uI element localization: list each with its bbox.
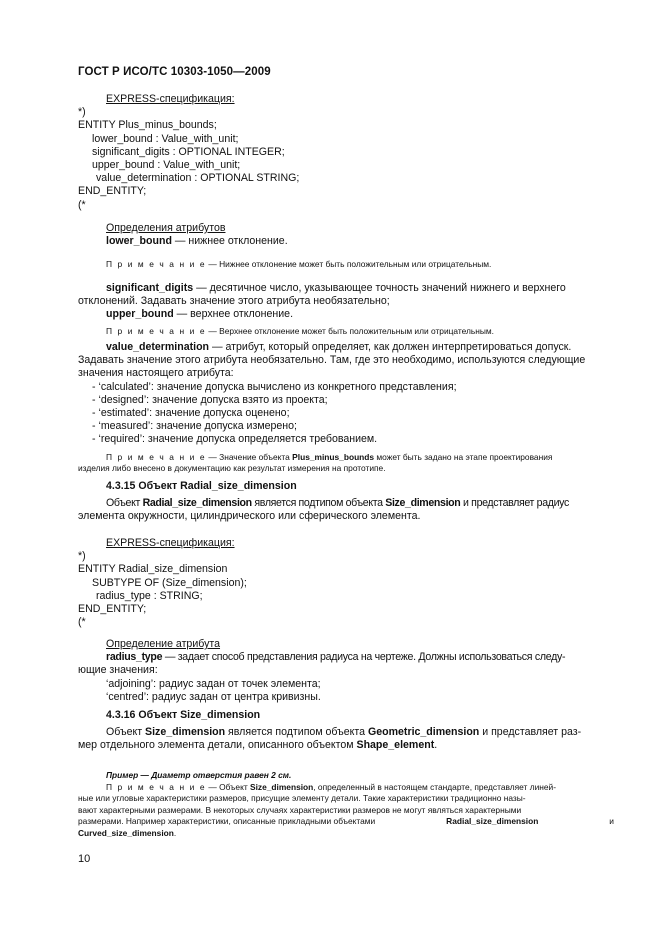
attribute-definitions: [78, 222, 614, 248]
term: Shape_element: [356, 739, 435, 752]
code-line: ENTITY Radial_size_dimension: [78, 563, 228, 576]
vd-line3: значения настоящего атрибута:: [78, 367, 234, 380]
section-paragraph: [78, 497, 614, 510]
section-paragraph: [78, 726, 614, 739]
paragraph-text: .: [434, 739, 438, 752]
code-line: END_ENTITY;: [78, 603, 147, 616]
paragraph-text: является подтипом объекта: [225, 726, 368, 739]
page-number: 10: [78, 853, 91, 865]
code-line: radius_type : STRING;: [96, 589, 203, 602]
paragraph-text: и представляет раз-: [479, 726, 582, 739]
paragraph-text: является подтипом объекта: [251, 497, 386, 510]
code-line: ENTITY Plus_minus_bounds;: [78, 119, 217, 132]
sig-line1: [78, 282, 614, 295]
note-line4: [78, 816, 614, 827]
term: Radial_size_dimension: [142, 497, 252, 510]
definition-upper-bound: [78, 308, 614, 321]
note-line2: ные или угловые характеристики размеров, присущие элементу детали. Такие характеристики традиционно назы-: [78, 793, 526, 804]
term: Size_dimension: [145, 726, 226, 739]
definition-text: — атрибут, который определяет, как должен интерпретироваться допуск.: [209, 341, 572, 353]
definition-text: — верхнее отклонение.: [173, 308, 294, 321]
paragraph-text: Объект: [106, 726, 146, 739]
term: Plus_minus_bounds: [292, 452, 375, 462]
list-item: - ‘calculated’: значение допуска вычислено из конкретного представления;: [92, 380, 457, 393]
list-item: - ‘designed’: значение допуска взято из проекта;: [92, 393, 328, 406]
sig-line2: отклонений. Задавать значение этого атрибута необязательно;: [78, 295, 390, 308]
code-line: END_ENTITY;: [78, 185, 147, 198]
note-line1: [78, 452, 614, 463]
term: Size_dimension: [249, 782, 314, 792]
note-text: — Объект: [206, 782, 250, 792]
express-label: EXPRESS-спецификация:: [106, 537, 235, 549]
code-line: *): [78, 550, 86, 563]
section-paragraph-line2: элемента окружности, цилиндрического или сферического элемента.: [78, 510, 421, 523]
rt-line2: ющие значения:: [78, 664, 158, 677]
express-spec-radial-size-dimension: [78, 537, 614, 629]
note-upper-bound: [78, 326, 642, 337]
term: value_determination: [106, 341, 210, 353]
term: Geometric_dimension: [368, 726, 480, 739]
section-4-3-16: [78, 709, 614, 753]
definition-heading: Определение атрибута: [106, 638, 221, 650]
term: significant_digits: [106, 282, 194, 294]
note-label: П р и м е ч а н и е: [106, 326, 207, 336]
term: Radial_size_dimension: [446, 816, 539, 827]
note-text: и: [609, 816, 614, 827]
term: Size_dimension: [385, 497, 461, 510]
rt-line1: [78, 651, 614, 664]
code-line: lower_bound : Value_with_unit;: [92, 132, 239, 145]
note-line3: вают характерными размерами. В некоторых случаях характеристики размеров не могут являться характерными: [78, 804, 522, 815]
code-line: (*: [78, 616, 86, 629]
definitions-heading: Определения атрибутов: [106, 222, 226, 234]
definition-text: — задает способ представления радиуса на чертеже. Должны использоваться следу-: [162, 651, 566, 664]
note-line2: изделия либо внесено в документацию как результат измерения на прототипе.: [78, 463, 386, 474]
note-text: — Верхнее отклонение может быть положительным или отрицательным.: [206, 326, 495, 336]
attribute-definition-radius-type: [78, 638, 614, 704]
express-spec-plus-minus-bounds: [78, 93, 614, 212]
note-text: может быть задано на этапе проектирования: [374, 452, 553, 462]
list-item: ‘adjoining’: радиус задан от точек элемента;: [106, 677, 321, 690]
list-item: - ‘measured’: значение допуска измерено;: [92, 420, 297, 433]
definition-lower-bound: [78, 235, 614, 248]
code-line: upper_bound : Value_with_unit;: [92, 159, 241, 172]
definition-text: — десятичное число, указывающее точность значений нижнего и верхнего: [193, 282, 566, 294]
code-line: value_determination : OPTIONAL STRING;: [96, 172, 300, 185]
note-text: размерами. Например характеристики, описанные прикладными объектами: [78, 816, 376, 827]
term: Curved_size_dimension: [78, 827, 174, 838]
note-lower-bound: [78, 259, 642, 270]
section-paragraph-line2: [78, 739, 614, 752]
section-4-3-15: [78, 480, 614, 524]
note-label: П р и м е ч а н и е: [106, 782, 207, 792]
paragraph-text: Объект: [106, 497, 143, 510]
standard-title: ГОСТ Р ИСО/ТС 10303-1050—2009: [78, 66, 271, 78]
document-header: [78, 66, 271, 78]
paragraph-text: и представляет радиус: [460, 497, 569, 510]
definition-text: — нижнее отклонение.: [171, 235, 288, 248]
note-value-determination: [78, 452, 614, 475]
section-heading: 4.3.15 Объект Radial_size_dimension: [106, 480, 297, 492]
definition-significant-digits: [78, 282, 614, 322]
note-text: .: [173, 827, 177, 838]
note-text: , определенный в настоящем стандарте, представляет линей-: [313, 782, 557, 792]
list-item: - ‘required’: значение допуска определяется требованием.: [92, 433, 378, 446]
code-line: (*: [78, 198, 86, 211]
code-line: *): [78, 106, 86, 119]
list-item: ‘centred’: радиус задан от центра кривизны.: [106, 690, 321, 703]
code-line: significant_digits : OPTIONAL INTEGER;: [92, 145, 285, 158]
example: Пример — Диаметр отверстия равен 2 см.: [106, 770, 292, 781]
vd-line1: [78, 341, 614, 354]
note-size-dimension: [78, 782, 614, 839]
note-line5: [78, 828, 614, 839]
code-line: SUBTYPE OF (Size_dimension);: [92, 576, 247, 589]
paragraph-text: мер отдельного элемента детали, описанного объектом: [78, 739, 357, 752]
term: radius_type: [106, 651, 163, 664]
vd-line2: Задавать значение этого атрибута необязательно. Там, где это необходимо, используются следующие: [78, 354, 586, 367]
term: lower_bound: [106, 235, 172, 248]
note-label: П р и м е ч а н и е: [106, 452, 207, 462]
note-text: — Значение объекта: [206, 452, 293, 462]
definition-value-determination: [78, 341, 614, 447]
list-item: - ‘estimated’: значение допуска оценено;: [92, 407, 290, 420]
note-label: П р и м е ч а н и е: [106, 259, 207, 269]
note-line1: [78, 782, 614, 793]
note-text: — Нижнее отклонение может быть положительным или отрицательным.: [206, 259, 492, 269]
term: upper_bound: [106, 308, 174, 321]
express-label: EXPRESS-спецификация:: [106, 93, 235, 105]
section-heading: 4.3.16 Объект Size_dimension: [106, 709, 261, 721]
